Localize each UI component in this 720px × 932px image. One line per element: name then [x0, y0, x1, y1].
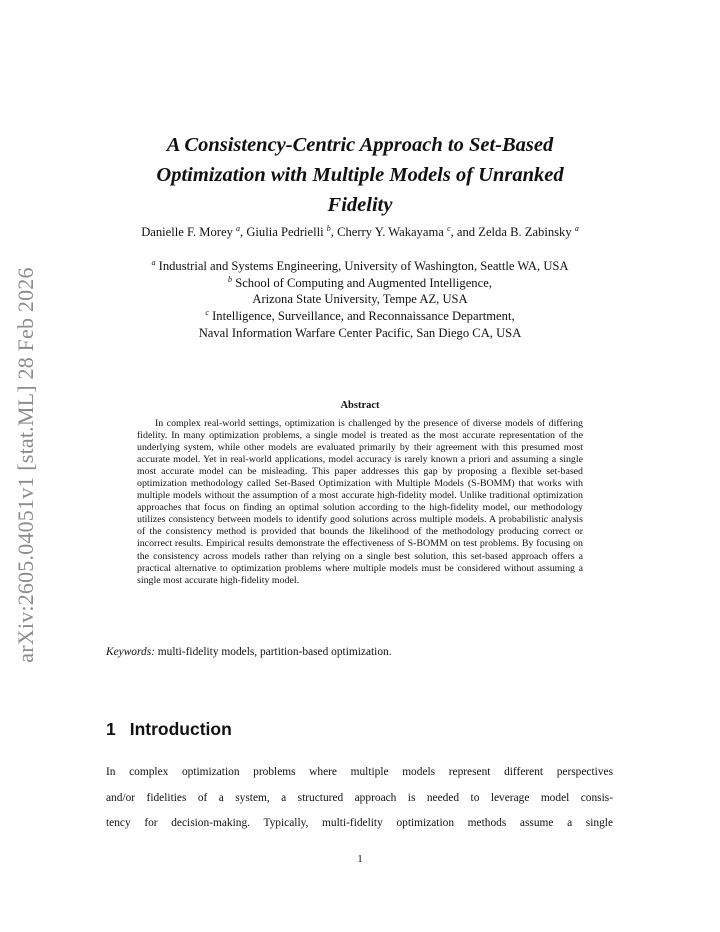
affiliation-text: Industrial and Systems Engineering, University of Washington, Seattle WA, USA [158, 259, 569, 273]
affiliation-line [60, 258, 660, 275]
keywords-line [106, 646, 392, 658]
author-affiliation-mark: a [236, 223, 241, 233]
title-line: Fidelity [327, 194, 393, 216]
keywords-label: Keywords: [106, 646, 155, 658]
paragraph-line: tency for decision-making. Typically, multi-fidelity optimization methods assume a single [106, 817, 613, 830]
title-line: Optimization with Multiple Models of Unranked [156, 164, 564, 186]
affiliation-text: Arizona State University, Tempe AZ, USA [252, 292, 468, 307]
introduction-paragraph [106, 760, 613, 837]
author-name: Giulia Pedrielli [246, 225, 324, 239]
author-name: Cherry Y. Wakayama [337, 225, 444, 239]
affiliation-mark: c [205, 307, 209, 317]
affiliation-line [60, 308, 660, 325]
paper-title [60, 130, 660, 220]
page-number: 1 [357, 853, 363, 865]
abstract-body: In complex real-world settings, optimization is challenged by the presence of diverse models of differing fidelity. In many optimization problems, a single model is treated as the most accurate representation of the underlying system, while other models are evaluated primarily by their agreement with this presumed most accurate model. Yet in real-world applications, model accuracy is rarely known a priori and assuming a single most accurate model can be misleading. This paper addresses this gap by proposing a flexible set-based optimization methodology called Set-Based Optimization with Multiple Models (S-BOMM) that works with multiple models without the assumption of a most accurate high-fidelity model. Unlike traditional optimization approaches that focus on finding an optimal solution according to the high-fidelity model, our methodology utilizes consistency between models to identify good solutions across multiple models. A probabilistic analysis of the consistency method is provided that bounds the likelihood of the methodology producing correct or incorrect results. Empirical results demonstrate the effectiveness of S-BOMM on test problems. By focusing on the consistency across models rather than relying on a single best solution, this set-based approach offers a practical alternative to optimization problems where multiple models must be considered without assuming a single most accurate high-fidelity model. [137, 418, 583, 586]
author-list: Danielle F. Morey $^a$, Giulia Pedrielli $^b$, Cherry Y. Wakayama $^c$, and Zelda B. Zabinsky $^a$ [141, 223, 579, 239]
author-name: Zelda B. Zabinsky [478, 225, 572, 239]
affiliation-line [60, 291, 660, 308]
paragraph-line: In complex optimization problems where multiple models represent different perspectives [106, 766, 613, 778]
author-affiliation-mark: c [447, 223, 451, 233]
section-heading [106, 719, 232, 740]
title-line: A Consistency-Centric Approach to Set-Based [166, 134, 554, 156]
affiliation-line [60, 325, 660, 342]
abstract-heading: Abstract [340, 400, 380, 411]
arxiv-identifier-stamp [13, 70, 39, 663]
section-number: 1 [106, 719, 116, 739]
affiliation-text: Intelligence, Surveillance, and Reconnaissance Department, [212, 309, 515, 324]
author-name: Danielle F. Morey [141, 225, 233, 239]
affiliation-mark: a [151, 257, 156, 267]
affiliation-line [60, 275, 660, 292]
affiliation-list [60, 258, 660, 342]
section-title: Introduction [129, 719, 232, 739]
arxiv-identifier-text: arXiv:2605.04051v1 [stat.ML] 28 Feb 2026 [13, 267, 38, 663]
affiliation-mark: b [228, 274, 233, 284]
paragraph-line: and/or fidelities of a system, a structured approach is needed to leverage model consis- [106, 791, 613, 804]
affiliation-text: Naval Information Warfare Center Pacific, San Diego CA, USA [198, 325, 522, 340]
affiliation-text: School of Computing and Augmented Intelligence, [235, 275, 492, 290]
author-affiliation-mark: a [574, 223, 579, 233]
author-affiliation-mark: b [326, 223, 331, 233]
keywords-text: multi-fidelity models, partition-based optimization. [157, 646, 392, 658]
